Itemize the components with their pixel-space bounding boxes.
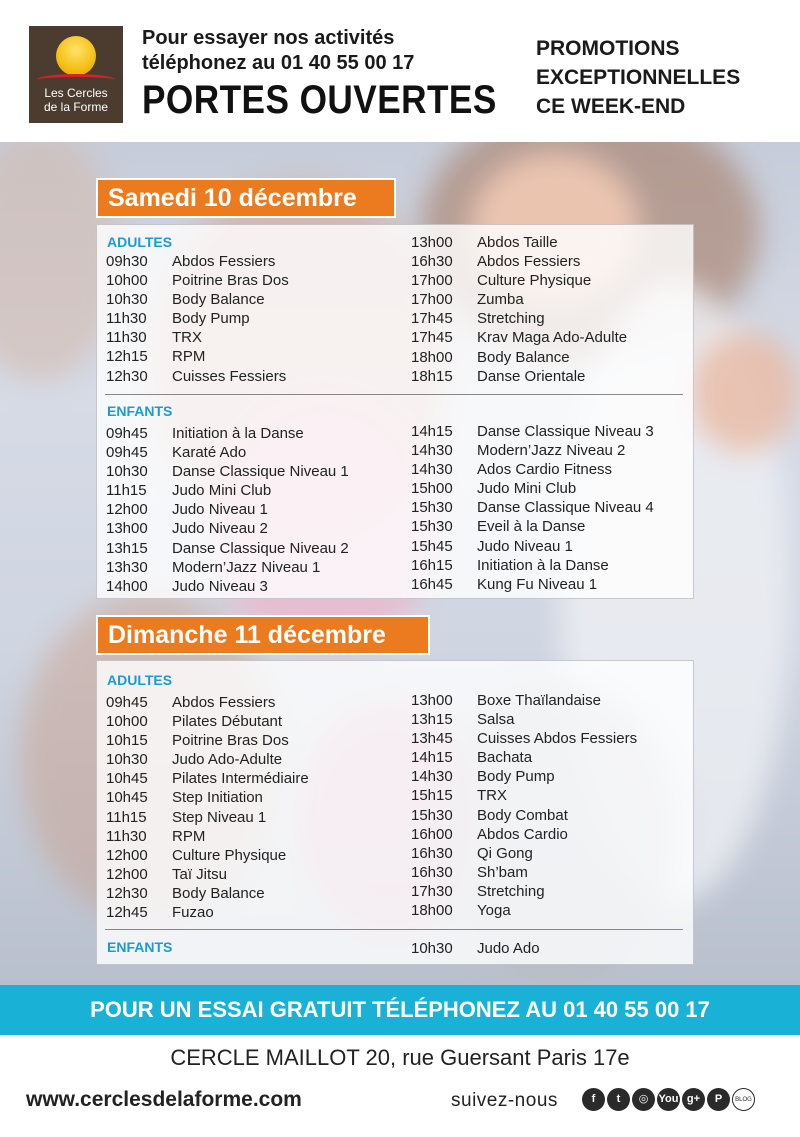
class-activity: Ados Cardio Fitness bbox=[477, 461, 613, 479]
header bbox=[0, 0, 800, 142]
class-time: 12h00 bbox=[106, 501, 148, 519]
swoosh-icon bbox=[37, 74, 115, 86]
class-activity: Body Balance bbox=[172, 291, 265, 309]
schedule-row bbox=[411, 422, 654, 441]
class-time: 14h15 bbox=[411, 423, 453, 440]
class-activity: Step Initiation bbox=[172, 789, 263, 807]
schedule-row bbox=[106, 577, 349, 596]
promo-line1: PROMOTIONS bbox=[536, 37, 680, 60]
class-activity: Pilates Débutant bbox=[172, 713, 283, 731]
schedule-row bbox=[106, 558, 349, 577]
class-activity: Initiation à la Danse bbox=[477, 556, 609, 574]
schedule-row bbox=[106, 693, 309, 712]
logo-line2: de la Forme bbox=[43, 100, 109, 114]
class-activity: Stretching bbox=[477, 882, 545, 900]
class-time: 10h15 bbox=[106, 732, 148, 750]
class-activity: Abdos Fessiers bbox=[172, 253, 276, 270]
schedule-row bbox=[411, 729, 637, 748]
class-activity: Body Combat bbox=[477, 806, 568, 824]
schedule-row bbox=[106, 367, 289, 386]
class-activity: Culture Physique bbox=[172, 846, 287, 864]
class-activity: Danse Orientale bbox=[477, 367, 586, 385]
schedule-row bbox=[106, 903, 309, 922]
class-activity: Danse Classique Niveau 3 bbox=[477, 423, 654, 440]
schedule-row bbox=[411, 460, 654, 479]
class-activity: Abdos Fessiers bbox=[172, 694, 276, 711]
logo-line1: Les Cercles bbox=[44, 86, 108, 100]
class-time: 13h00 bbox=[411, 234, 453, 251]
address: CERCLE MAILLOT 20, rue Guersant Paris 17e bbox=[170, 1045, 630, 1070]
class-activity: Bachata bbox=[477, 749, 533, 767]
schedule-sunday bbox=[96, 660, 694, 965]
sun-adults-left bbox=[106, 693, 309, 922]
class-time: 16h30 bbox=[411, 863, 453, 881]
schedule-row bbox=[411, 271, 627, 290]
schedule-row bbox=[411, 786, 637, 805]
class-time: 14h00 bbox=[106, 577, 148, 595]
sat-adults-left bbox=[106, 252, 289, 386]
class-time: 09h45 bbox=[106, 694, 148, 711]
class-activity: Judo Niveau 3 bbox=[172, 577, 268, 595]
class-activity: Kung Fu Niveau 1 bbox=[477, 575, 598, 593]
schedule-row bbox=[106, 347, 289, 366]
class-time: 13h15 bbox=[106, 539, 148, 557]
class-time: 15h30 bbox=[411, 518, 453, 536]
section-label-adults: ADULTES bbox=[107, 234, 173, 250]
promo-line3: CE WEEK-END bbox=[536, 95, 686, 118]
class-activity: Poitrine Bras Dos bbox=[172, 272, 289, 290]
class-time: 13h15 bbox=[411, 711, 453, 729]
class-activity: Abdos Fessiers bbox=[477, 253, 581, 271]
schedule-row bbox=[411, 939, 540, 958]
sat-adults-right bbox=[411, 233, 627, 386]
class-time: 12h15 bbox=[106, 348, 148, 366]
instagram-icon[interactable]: ◎ bbox=[632, 1088, 655, 1111]
class-time: 12h00 bbox=[106, 865, 148, 883]
class-time: 11h30 bbox=[106, 827, 147, 845]
schedule-row bbox=[411, 556, 654, 575]
class-activity: Danse Classique Niveau 1 bbox=[172, 463, 349, 481]
class-time: 18h00 bbox=[411, 348, 453, 366]
day-label-sunday: Dimanche 11 décembre bbox=[96, 615, 430, 655]
google-plus-icon[interactable]: g+ bbox=[682, 1088, 705, 1111]
class-time: 17h00 bbox=[411, 291, 453, 309]
class-time: 15h30 bbox=[411, 806, 453, 824]
class-time: 15h15 bbox=[411, 787, 453, 805]
schedule-row bbox=[106, 271, 289, 290]
header-line2: téléphonez au 01 40 55 00 17 bbox=[142, 52, 415, 74]
schedule-row bbox=[411, 233, 627, 252]
class-activity: Zumba bbox=[477, 291, 524, 309]
class-time: 10h00 bbox=[106, 272, 148, 290]
class-time: 16h45 bbox=[411, 575, 453, 593]
class-activity: Modern’Jazz Niveau 2 bbox=[477, 442, 626, 460]
promo-text bbox=[536, 34, 740, 121]
section-label-kids: ENFANTS bbox=[107, 403, 173, 419]
schedule-row bbox=[411, 825, 637, 844]
class-activity: Judo Mini Club bbox=[477, 480, 577, 498]
schedule-row bbox=[411, 691, 637, 710]
class-activity: Culture Physique bbox=[477, 272, 592, 290]
class-activity: Boxe Thaïlandaise bbox=[477, 692, 601, 709]
class-time: 18h15 bbox=[411, 367, 453, 385]
class-time: 10h45 bbox=[106, 789, 148, 807]
schedule-row bbox=[411, 441, 654, 460]
class-time: 10h30 bbox=[106, 291, 148, 309]
class-activity: Danse Classique Niveau 4 bbox=[477, 499, 654, 517]
divider bbox=[105, 929, 683, 930]
schedule-row bbox=[106, 788, 309, 807]
twitter-icon[interactable]: t bbox=[607, 1088, 630, 1111]
social-icons bbox=[582, 1088, 755, 1112]
class-time: 11h15 bbox=[106, 482, 147, 500]
schedule-row bbox=[106, 827, 309, 846]
section-label-kids: ENFANTS bbox=[107, 939, 173, 955]
class-time: 13h00 bbox=[411, 692, 453, 709]
schedule-row bbox=[106, 462, 349, 481]
class-activity: Initiation à la Danse bbox=[172, 425, 304, 442]
class-time: 11h30 bbox=[106, 329, 147, 347]
schedule-row bbox=[411, 517, 654, 536]
schedule-row bbox=[106, 846, 309, 865]
schedule-row bbox=[411, 309, 627, 328]
logo[interactable] bbox=[29, 26, 123, 123]
schedule-row bbox=[411, 806, 637, 825]
class-time: 13h45 bbox=[411, 730, 453, 748]
class-activity: Abdos Taille bbox=[477, 234, 558, 251]
divider bbox=[105, 394, 683, 395]
class-activity: TRX bbox=[172, 329, 202, 347]
class-time: 16h30 bbox=[411, 844, 453, 862]
class-time: 13h00 bbox=[106, 520, 148, 538]
schedule-row bbox=[411, 748, 637, 767]
class-activity: Salsa bbox=[477, 711, 515, 729]
schedule-saturday bbox=[96, 224, 694, 599]
schedule-row bbox=[106, 808, 309, 827]
class-time: 12h45 bbox=[106, 904, 148, 922]
class-time: 16h00 bbox=[411, 825, 453, 843]
class-activity: RPM bbox=[172, 827, 206, 845]
schedule-row bbox=[106, 865, 309, 884]
promo-line2: EXCEPTIONNELLES bbox=[536, 66, 741, 89]
schedule-row bbox=[106, 424, 349, 443]
class-activity: Body Balance bbox=[172, 884, 265, 902]
class-time: 17h00 bbox=[411, 272, 453, 290]
schedule-row bbox=[106, 519, 349, 538]
class-activity: Judo Niveau 1 bbox=[477, 537, 573, 555]
class-activity: Body Pump bbox=[477, 768, 555, 786]
class-activity: Stretching bbox=[477, 310, 545, 328]
schedule-row bbox=[411, 498, 654, 517]
class-time: 17h45 bbox=[411, 329, 453, 347]
class-time: 13h30 bbox=[106, 558, 148, 576]
class-activity: Pilates Intermédiaire bbox=[172, 770, 309, 788]
class-activity: Abdos Cardio bbox=[477, 825, 568, 843]
class-activity: Cuisses Abdos Fessiers bbox=[477, 730, 638, 748]
sat-kids-right bbox=[411, 422, 654, 594]
class-activity: Taï Jitsu bbox=[172, 865, 228, 883]
schedule-row bbox=[106, 481, 349, 500]
schedule-row bbox=[411, 844, 637, 863]
class-time: 17h30 bbox=[411, 882, 453, 900]
class-time: 09h45 bbox=[106, 444, 148, 462]
class-time: 18h00 bbox=[411, 902, 453, 920]
schedule-row bbox=[411, 367, 627, 386]
class-time: 12h30 bbox=[106, 884, 148, 902]
schedule-row bbox=[411, 863, 637, 882]
class-time: 14h30 bbox=[411, 442, 453, 460]
class-activity: Eveil à la Danse bbox=[477, 518, 586, 536]
class-time: 10h30 bbox=[106, 463, 148, 481]
class-time: 14h15 bbox=[411, 749, 453, 767]
header-line1: Pour essayer nos activités bbox=[142, 27, 395, 49]
schedule-row bbox=[411, 252, 627, 271]
schedule-row bbox=[411, 537, 654, 556]
facebook-icon[interactable]: f bbox=[582, 1088, 605, 1111]
class-activity: Yoga bbox=[477, 902, 511, 920]
class-activity: Judo Ado bbox=[477, 940, 540, 957]
class-time: 10h45 bbox=[106, 770, 148, 788]
section-label-adults: ADULTES bbox=[107, 672, 173, 688]
class-time: 15h30 bbox=[411, 499, 453, 517]
free-trial-banner: POUR UN ESSAI GRATUIT TÉLÉPHONEZ AU 01 40 55 00 17 bbox=[0, 985, 800, 1035]
class-time: 10h30 bbox=[106, 751, 148, 769]
schedule-row bbox=[106, 328, 289, 347]
class-time: 12h00 bbox=[106, 846, 148, 864]
follow-label: suivez-nous bbox=[451, 1090, 558, 1111]
schedule-row bbox=[411, 882, 637, 901]
class-time: 15h00 bbox=[411, 480, 453, 498]
class-activity: Karaté Ado bbox=[172, 444, 247, 462]
class-activity: Poitrine Bras Dos bbox=[172, 732, 289, 750]
schedule-row bbox=[106, 443, 349, 462]
schedule-row bbox=[411, 348, 627, 367]
class-time: 09h45 bbox=[106, 425, 148, 442]
blog-icon[interactable]: BLOG bbox=[732, 1088, 755, 1111]
schedule-row bbox=[411, 901, 637, 920]
class-activity: TRX bbox=[477, 787, 507, 805]
class-activity: Sh’bam bbox=[477, 863, 528, 881]
sun-icon bbox=[56, 36, 96, 76]
class-activity: Modern’Jazz Niveau 1 bbox=[172, 558, 321, 576]
class-time: 12h30 bbox=[106, 367, 148, 385]
class-activity: Krav Maga Ado-Adulte bbox=[477, 329, 628, 347]
class-time: 10h00 bbox=[106, 713, 148, 731]
class-time: 16h15 bbox=[411, 556, 453, 574]
schedule-row bbox=[411, 328, 627, 347]
schedule-row bbox=[106, 884, 309, 903]
schedule-row bbox=[106, 712, 309, 731]
schedule-row bbox=[106, 252, 289, 271]
schedule-row bbox=[106, 539, 349, 558]
schedule-row bbox=[106, 500, 349, 519]
class-activity: Cuisses Fessiers bbox=[172, 367, 287, 385]
sun-kids-right bbox=[411, 939, 540, 958]
schedule-row bbox=[106, 750, 309, 769]
class-activity: Judo Niveau 1 bbox=[172, 501, 268, 519]
class-time: 16h30 bbox=[411, 253, 453, 271]
class-time: 17h45 bbox=[411, 310, 453, 328]
class-activity: Judo Ado-Adulte bbox=[172, 751, 283, 769]
page-title: PORTES OUVERTES bbox=[142, 78, 497, 122]
schedule-row bbox=[106, 731, 309, 750]
schedule-row bbox=[411, 710, 637, 729]
class-activity: RPM bbox=[172, 348, 206, 366]
schedule-row bbox=[106, 290, 289, 309]
class-time: 10h30 bbox=[411, 940, 453, 957]
class-activity: Fuzao bbox=[172, 904, 214, 922]
schedule-row bbox=[106, 309, 289, 328]
class-time: 14h30 bbox=[411, 461, 453, 479]
class-activity: Body Balance bbox=[477, 348, 570, 366]
schedule-row bbox=[411, 767, 637, 786]
class-activity: Body Pump bbox=[172, 310, 250, 328]
class-time: 14h30 bbox=[411, 768, 453, 786]
day-label-saturday: Samedi 10 décembre bbox=[96, 178, 396, 218]
class-activity: Step Niveau 1 bbox=[172, 808, 267, 826]
schedule-row bbox=[411, 575, 654, 594]
class-activity: Judo Niveau 2 bbox=[172, 520, 268, 538]
class-activity: Danse Classique Niveau 2 bbox=[172, 539, 349, 557]
schedule-row bbox=[411, 479, 654, 498]
class-time: 11h30 bbox=[106, 310, 147, 328]
website-link[interactable]: www.cerclesdelaforme.com bbox=[26, 1088, 302, 1111]
youtube-icon[interactable]: You bbox=[657, 1088, 680, 1111]
schedule-row bbox=[106, 769, 309, 788]
class-time: 11h15 bbox=[106, 808, 147, 826]
class-time: 09h30 bbox=[106, 253, 148, 270]
sun-adults-right bbox=[411, 691, 637, 920]
class-activity: Qi Gong bbox=[477, 844, 533, 862]
schedule-row bbox=[411, 290, 627, 309]
class-time: 15h45 bbox=[411, 537, 453, 555]
sat-kids-left bbox=[106, 424, 349, 596]
pinterest-icon[interactable]: P bbox=[707, 1088, 730, 1111]
class-activity: Judo Mini Club bbox=[172, 482, 272, 500]
